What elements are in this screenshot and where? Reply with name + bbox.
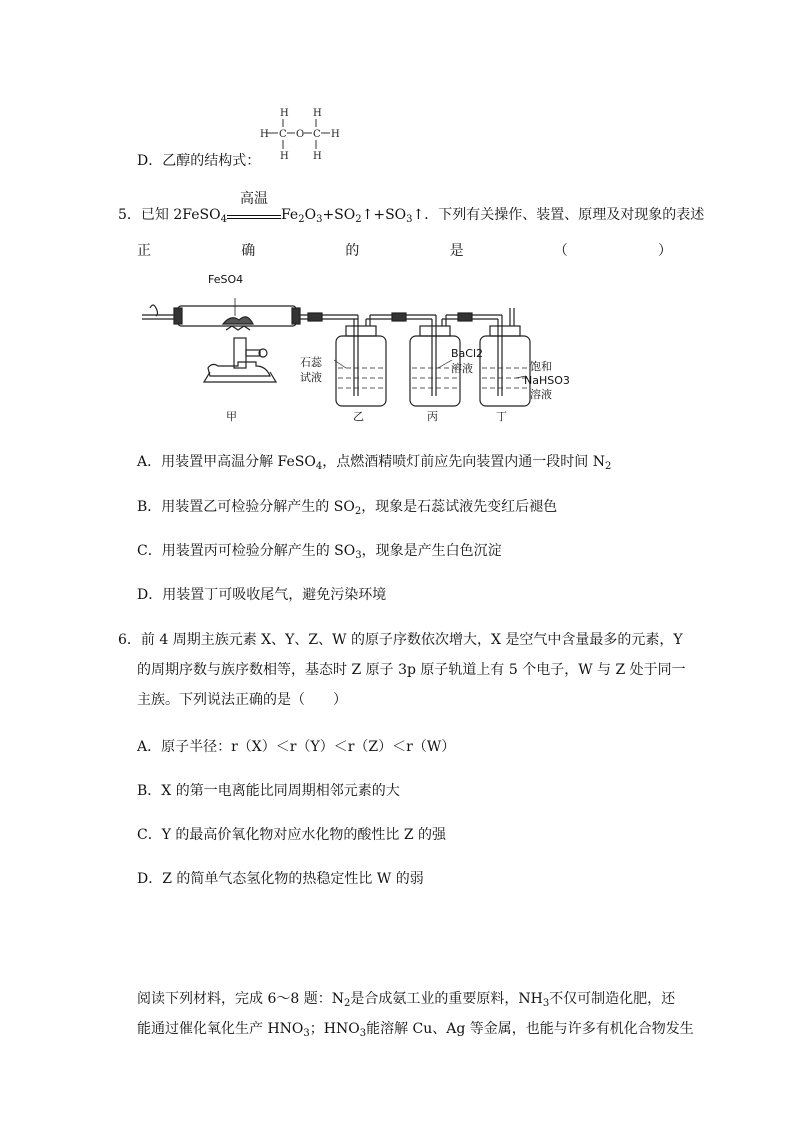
q5-option-b-tail: ，现象是石蕊试液先变红后褪色 [361,499,558,515]
q5-option-c [137,541,502,561]
q5-sub: 3 [316,214,323,225]
atom-h-top-left: H [280,108,289,119]
q5-option-c-text: C．用装置丙可检验分解产生的 SO [137,543,356,559]
apparatus-diagram [138,268,570,426]
q6-stem-line3: 主族。下列说法正确的是（ ） [137,692,347,708]
q5-number: 5． [118,207,141,223]
ethanol-structure-diagram [258,106,353,164]
q5-condition-arrow [227,191,281,219]
q5-product-so3: ↑+SO [361,207,407,223]
q5-option-b [137,497,557,517]
atom-c-right: C [313,129,321,140]
reading-line2 [137,1019,694,1039]
q6-option-a: A．原子半径：r（X）＜r（Y）＜r（Z）＜r（W） [137,739,456,755]
q5-product-so2: +SO [322,207,356,223]
q5-sub: 2 [354,506,362,517]
label-jia: 甲 [226,410,237,423]
label-nahso3-3: 溶液 [530,388,552,401]
q5-sub: 2 [604,461,612,472]
label-litmus-2: 试液 [300,371,322,384]
label-bacl2-2: 溶液 [451,362,473,375]
q5-sub: 4 [315,461,323,472]
label-nahso3-1: 饱和 [530,360,552,373]
q6-option-b: B．X 的第一电离能比同周期相邻元素的大 [137,783,400,799]
q5-option-a-text: A．用装置甲高温分解 FeSO [137,454,316,470]
reading-text: 能通过催化氧化生产 HNO [137,1021,304,1037]
q5-stem-char: 的 [345,243,360,259]
reading-text: 是合成氨工业的重要原料，NH [350,991,543,1007]
q5-sub: 3 [355,550,362,561]
q5-condition: 高温 [239,191,268,207]
reading-sub: 2 [343,998,351,1009]
q5-stem-char: 正 [137,243,151,259]
q5-stem-line1 [118,191,705,225]
atom-h-bottom-left: H [280,151,289,162]
q5-sub: 3 [406,214,413,225]
reading-text: 不仅可制造化肥，还 [549,991,676,1007]
reading-text: ；HNO [309,1021,360,1037]
q6-stem-line2: 的周期序数与族序数相等，基态时 Z 原子 3p 原子轨道上有 5 个电子，W 与 Z 处于同一 [137,662,686,678]
q5-stem-char: ） [657,243,672,259]
label-ding: 丁 [496,410,507,423]
q5-product-o: O [304,207,317,223]
q4-option-d: D．乙醇的结构式： [137,153,261,169]
label-yi: 乙 [353,410,364,423]
q5-option-a-tail: ，点燃酒精喷灯前应先向装置内通一段时间 N [322,454,605,470]
atom-c-left: C [279,129,287,140]
q5-stem-char: 确 [241,243,256,259]
q5-stem-tail: ↑．下列有关操作、装置、原理及对现象的表述 [412,207,705,223]
q5-stem-char: 是 [449,243,464,259]
q6-option-c: C．Y 的最高价氧化物对应水化物的酸性比 Z 的强 [137,827,447,843]
reading-text: 阅读下列材料，完成 6～8 题：N [137,991,344,1007]
q6-option-d: D．Z 的简单气态氢化物的热稳定性比 W 的弱 [137,871,424,887]
atom-o: O [296,129,305,140]
q5-option-b-text: B．用装置乙可检验分解产生的 SO [137,499,355,515]
label-litmus-1: 石蕊 [300,356,322,369]
q5-option-a [137,452,611,472]
q5-sub: 4 [220,214,227,225]
reading-sub: 3 [542,998,550,1009]
q5-stem-char: （ [553,243,568,259]
q5-sub: 2 [355,214,362,225]
reading-line1 [137,989,675,1009]
q5-reactant: 已知 2FeSO [140,207,221,223]
atom-h-right: H [331,129,340,140]
reading-text: 能溶解 Cu、Ag 等金属，也能与许多有机化合物发生 [366,1021,694,1037]
atom-h-bottom-right: H [313,151,322,162]
q5-option-d: D．用装置丁可吸收尾气，避免污染环境 [137,587,387,603]
q5-product-fe: Fe [280,207,299,223]
q5-stem-line2 [137,240,672,260]
label-nahso3-2: NaHSO3 [524,374,570,387]
label-bacl2-1: BaCl2 [451,347,484,360]
reading-sub: 3 [303,1028,310,1039]
atom-h-top-right: H [313,108,322,119]
atom-h-left: H [260,129,269,140]
q5-sub: 2 [298,214,305,225]
q6-stem-line1: 6．前 4 周期主族元素 X、Y、Z、W 的原子序数依次增大，X 是空气中含量最多的元素，Y [118,632,683,648]
label-bing: 丙 [427,410,438,423]
reading-sub: 3 [359,1028,367,1039]
label-feso4: FeSO4 [208,273,244,286]
q5-option-c-tail: ，现象是产生白色沉淀 [361,543,502,559]
